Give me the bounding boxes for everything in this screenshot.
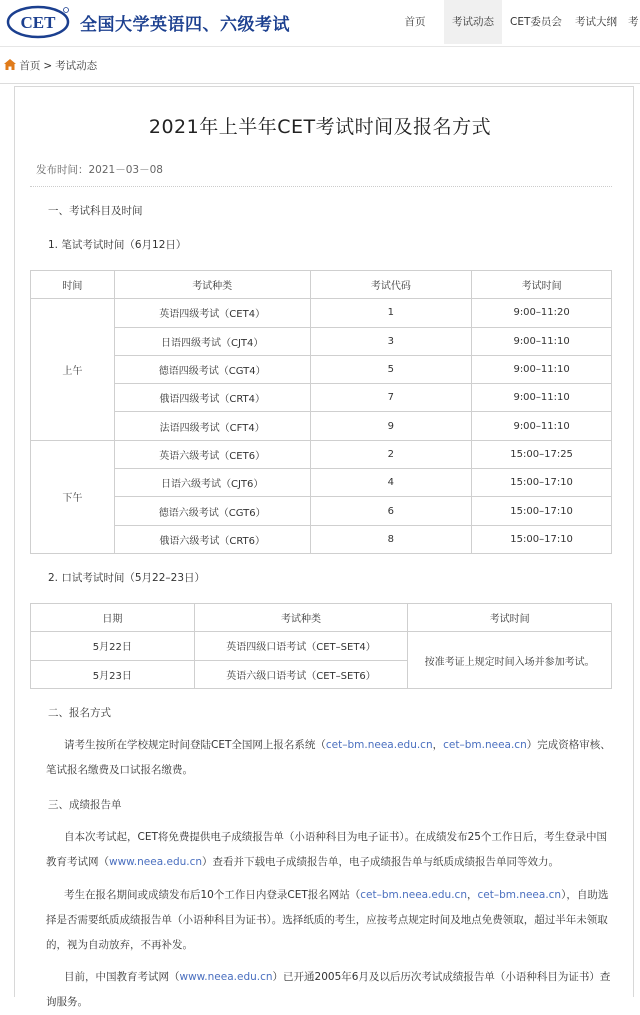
period-cell-afternoon: 下午 [31, 440, 115, 553]
exam-time-cell: 15:00–17:10 [472, 525, 612, 553]
table-header: 时间 [31, 271, 115, 299]
nav-item-more[interactable]: 考 [628, 16, 639, 28]
neea-link[interactable]: www.neea.edu.cn [109, 856, 203, 868]
table-row [31, 355, 612, 383]
table-header: 考试时间 [408, 604, 612, 632]
exam-type-cell: 俄语六级考试（CRT6） [114, 525, 310, 553]
exam-type-cell: 德语四级考试（CGT4） [114, 355, 310, 383]
oral-type-cell: 英语四级口语考试（CET–SET4） [194, 632, 408, 660]
neea-link[interactable]: www.neea.edu.cn [179, 971, 273, 983]
paragraph-text: ）完成资格审核、笔试报名缴费及口试报名缴费。 [46, 739, 611, 776]
registration-link-edu[interactable]: cet–bm.neea.edu.cn [360, 889, 467, 901]
table-row [31, 412, 612, 440]
exam-time-cell: 9:00–11:10 [472, 384, 612, 412]
home-icon [4, 59, 16, 70]
score-report-paragraph-3 [46, 965, 616, 1015]
nav-item-news[interactable]: 考试动态 [444, 0, 502, 44]
paragraph-text: ），自助选择是否需要纸质成绩报告单（小语种科目为证书）。选择纸质的考生，应按考点规定时间及地点免费领取，超过半年未领取的，视为自动放弃，不再补发。 [46, 889, 609, 951]
article-title: 2021年上半年CET考试时间及报名方式 [148, 116, 492, 138]
paragraph-text: 考生在报名期间或成绩发布后10个工作日内登录CET报名网站（ [64, 889, 361, 901]
table-header: 日期 [31, 604, 195, 632]
exam-code-cell: 5 [310, 355, 472, 383]
score-report-paragraph-1 [46, 825, 616, 875]
exam-type-cell: 日语六级考试（CJT6） [114, 469, 310, 497]
paragraph-text: 自本次考试起，CET将免费提供电子成绩报告单（小语种科目为电子证书）。在成绩发布25个工作日后，考生登录中国教育考试网（ [46, 831, 607, 868]
exam-time-cell: 15:00–17:10 [472, 469, 612, 497]
table-header: 考试种类 [114, 271, 310, 299]
exam-code-cell: 4 [310, 469, 472, 497]
oral-time-note-cell: 按准考证上规定时间入场并参加考试。 [408, 632, 612, 689]
paragraph-text: ）查看并下载电子成绩报告单，电子成绩报告单与纸质成绩报告单同等效力。 [202, 856, 560, 868]
exam-time-cell: 15:00–17:25 [472, 440, 612, 468]
oral-date-cell: 5月22日 [31, 632, 195, 660]
publish-date: 2021－03－08 [88, 164, 163, 176]
table-header-row [31, 271, 612, 299]
cet-logo[interactable] [6, 5, 70, 39]
paragraph-text: ， [432, 739, 444, 751]
site-title: 全国大学英语四、六级考试 [80, 15, 290, 35]
paragraph-text: 目前，中国教育考试网（ [64, 971, 180, 983]
exam-code-cell: 3 [310, 327, 472, 355]
section-heading-subjects: 一、考试科目及时间 [48, 205, 143, 217]
table-row [31, 299, 612, 327]
nav-item-home[interactable]: 首页 [404, 16, 426, 28]
table-header-row [31, 604, 612, 632]
exam-type-cell: 俄语四级考试（CRT4） [114, 384, 310, 412]
table-header: 考试代码 [310, 271, 472, 299]
breadcrumb-home-link[interactable]: 首页 [19, 60, 41, 72]
publish-time [36, 162, 163, 177]
exam-time-cell: 9:00–11:10 [472, 327, 612, 355]
exam-code-cell: 8 [310, 525, 472, 553]
breadcrumb [4, 58, 97, 73]
exam-code-cell: 1 [310, 299, 472, 327]
exam-time-cell: 9:00–11:10 [472, 355, 612, 383]
exam-time-cell: 9:00–11:10 [472, 412, 612, 440]
section-heading-score-report: 三、成绩报告单 [48, 799, 122, 811]
table-row [31, 384, 612, 412]
exam-type-cell: 法语四级考试（CFT4） [114, 412, 310, 440]
table-row [31, 327, 612, 355]
paragraph-text: ）已开通2005年6月及以后历次考试成绩报告单（小语种科目为证书）查询服务。 [46, 971, 611, 1008]
table-row [31, 525, 612, 553]
table-header: 考试时间 [472, 271, 612, 299]
breadcrumb-separator: > [43, 60, 53, 72]
site-header [0, 0, 640, 47]
subheading-oral: 2. 口试考试时间（5月22–23日） [48, 572, 206, 584]
breadcrumb-current[interactable]: 考试动态 [55, 60, 98, 72]
exam-time-cell: 15:00–17:10 [472, 497, 612, 525]
exam-type-cell: 日语四级考试（CJT4） [114, 327, 310, 355]
paragraph-text: 请考生按所在学校规定时间登陆CET全国网上报名系统（ [64, 739, 326, 751]
table-row [31, 440, 612, 468]
title-divider [30, 186, 612, 187]
registration-link-edu[interactable]: cet–bm.neea.edu.cn [325, 739, 433, 751]
table-row [31, 497, 612, 525]
exam-time-cell: 9:00–11:20 [472, 299, 612, 327]
period-cell-morning: 上午 [31, 299, 115, 440]
nav-item-syllabus[interactable]: 考试大纲 [575, 16, 617, 28]
section-heading-registration: 二、报名方式 [48, 707, 111, 719]
written-exam-table [30, 270, 612, 554]
registration-paragraph [46, 733, 616, 783]
svg-text:CET: CET [20, 13, 56, 32]
subheading-written: 1. 笔试考试时间（6月12日） [48, 239, 187, 251]
exam-code-cell: 7 [310, 384, 472, 412]
oral-exam-table [30, 603, 612, 689]
oral-date-cell: 5月23日 [31, 660, 195, 688]
breadcrumb-bar [0, 47, 640, 84]
registration-link-cn[interactable]: cet–bm.neea.cn [477, 889, 562, 901]
paragraph-text: ， [466, 889, 478, 901]
table-header: 考试种类 [194, 604, 408, 632]
exam-code-cell: 2 [310, 440, 472, 468]
nav-item-committee[interactable]: CET委员会 [510, 16, 562, 28]
exam-type-cell: 德语六级考试（CGT6） [114, 497, 310, 525]
registration-link-cn[interactable]: cet–bm.neea.cn [443, 739, 527, 751]
table-row [31, 469, 612, 497]
exam-code-cell: 9 [310, 412, 472, 440]
exam-type-cell: 英语六级考试（CET6） [114, 440, 310, 468]
oral-type-cell: 英语六级口语考试（CET–SET6） [194, 660, 408, 688]
exam-type-cell: 英语四级考试（CET4） [114, 299, 310, 327]
score-report-paragraph-2 [46, 883, 616, 958]
table-row [31, 632, 612, 660]
exam-code-cell: 6 [310, 497, 472, 525]
publish-label: 发布时间： [36, 164, 89, 176]
